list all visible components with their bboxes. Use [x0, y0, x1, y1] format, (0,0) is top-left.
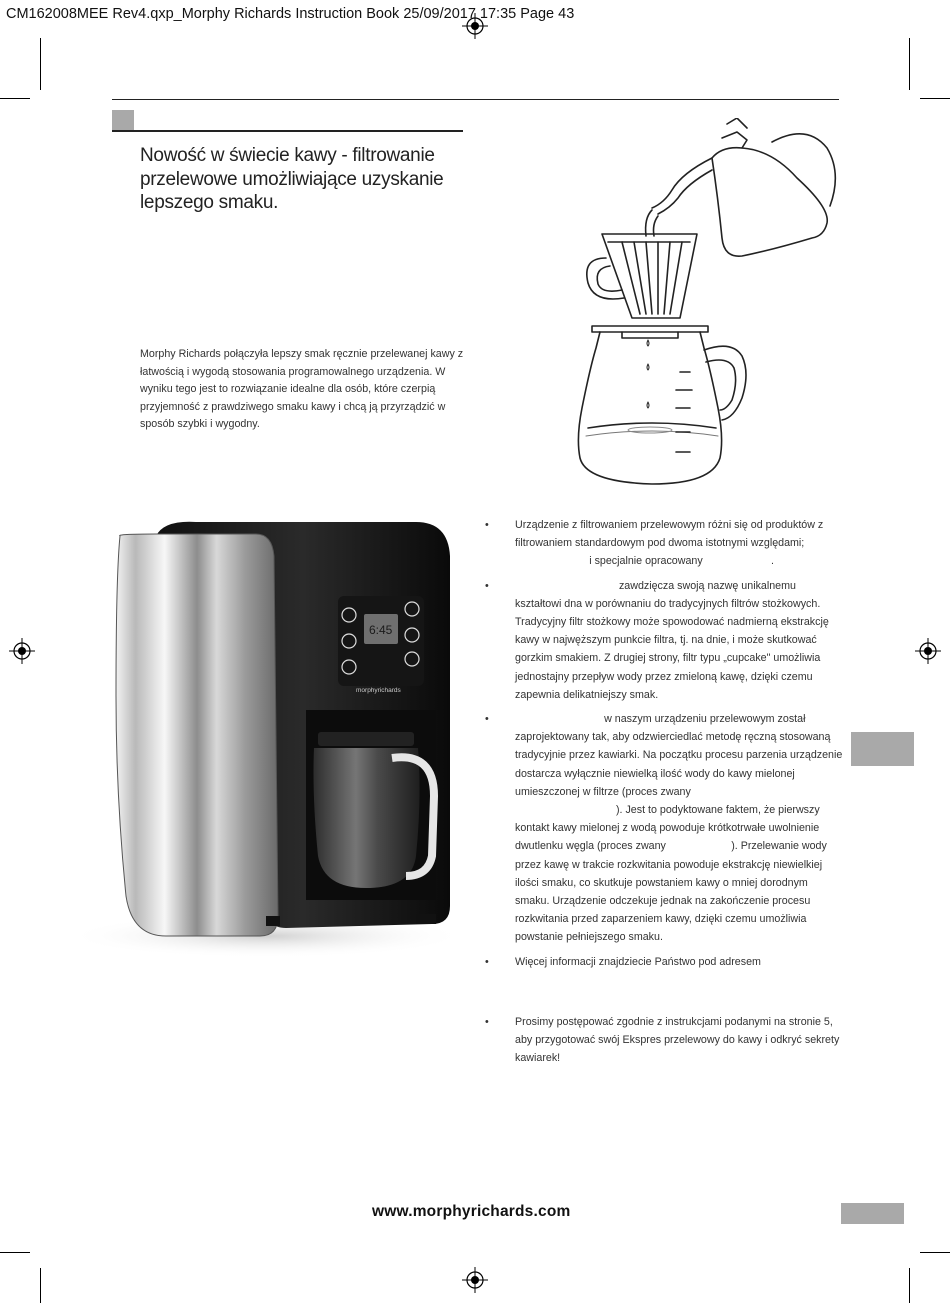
bullet-dot: • [485, 1015, 489, 1028]
bullet-dot: • [485, 955, 489, 968]
bullet-item [485, 710, 845, 947]
bullet-list [485, 516, 845, 1073]
crop-mark-top-right-h [920, 98, 950, 99]
print-header: CM162008MEE Rev4.qxp_Morphy Richards Instruction Book 25/09/2017 17:35 Page 43 [6, 6, 575, 22]
carafe-icon [578, 332, 746, 484]
intro-paragraph: Morphy Richards połączyła lepszy smak ręcznie przelewanej kawy z łatwością i wygodą stosowania programowalnego urządzenia. W wyniku tego jest to rozwiązanie idealne dla osób, które czerpią przyjemność z prawdziwego smaku kawy i chcą ją przyrządzić w sposób szybki i wygodny. [140, 348, 464, 431]
dripper-icon [587, 234, 708, 338]
crop-mark-bottom-right-h [920, 1252, 950, 1253]
title-underline [112, 130, 463, 132]
kettle-icon [652, 118, 835, 256]
bullet-dot: • [485, 713, 489, 726]
bullet-item [485, 577, 845, 704]
bullet-dot: • [485, 519, 489, 531]
bullet-text: Urządzenie z filtrowaniem przelewowym różni się od produktów z filtrowaniem standardowym pod dwoma istotnymi względami; i specjalnie opracowany . [515, 519, 824, 568]
registration-mark-top-icon [462, 13, 488, 39]
page-number-tab [841, 1203, 904, 1224]
crop-mark-bottom-left-h [0, 1252, 30, 1253]
bullet-text: Więcej informacji znajdziecie Państwo pod adresem [515, 955, 761, 968]
bullet-text: zawdzięcza swoją nazwę unikalnemu kształtowi dna w porównaniu do tradycyjnych filtrów stożkowych. Tradycyjny filtr stożkowy może spowodować nadmierną ekstrakcję kawy w najwęższym punkcie filtra, tj. na dnie, i może skutkować gorzkim smakiem. Z drugiej strony, filtr typu „cupcake" umożliwia jednostajny przepływ wody przez zmieloną kawę, dzięki czemu zapewnia delikatniejszy smak. [515, 579, 832, 701]
pour-over-illustration [572, 118, 844, 494]
section-tab [851, 732, 914, 766]
bullet-item [485, 953, 845, 971]
crop-mark-top-left-h [0, 98, 30, 99]
coffee-machine-photo [56, 496, 476, 956]
top-rule [112, 99, 839, 100]
section-marker [112, 110, 134, 131]
crop-mark-top-right [909, 38, 910, 90]
page-title: Nowość w świecie kawy - filtrowanie przelewowe umożliwiające uzyskanie lepszego smaku. [140, 145, 444, 213]
crop-mark-top-left [40, 38, 41, 90]
bullet-item [485, 1013, 845, 1068]
brand-label: morphyrichards [356, 687, 401, 694]
display-time: 6:45 [369, 623, 393, 637]
bullet-dot: • [485, 579, 489, 592]
registration-mark-bottom-icon [462, 1267, 488, 1293]
bullet-text: w naszym urządzeniu przelewowym został zaprojektowany tak, aby odzwierciedlać metodę ręczną stosowaną tradycyjnie przez kawiarki. Na początku procesu parzenia urządzenie dostarcza wyłącznie niewielką ilość wody do kawy mielonej umieszczonej w filtrze (proces zwany ). Jest to podyktowane faktem, że pierwszy kontakt kawy mielonej z wodą powoduje krótkotrwałe uwolnienie dwutlenku węgla (proces zwany ). Przelewanie wody przez kawę w trakcie rozkwitania powoduje ekstrakcję niewielkiej ilości smaku, co skutkuje powstaniem kawy o mniej dorodnym smaku. Urządzenie odczekuje jednak na zakończenie procesu rozkwitania przed zaparzeniem kawy, dzięki czemu umożliwia powstanie pełniejszego smaku. [515, 713, 843, 944]
footer-website[interactable]: www.morphyrichards.com [372, 1203, 571, 1220]
crop-mark-bottom-left [40, 1268, 41, 1303]
registration-mark-right-icon [915, 638, 941, 664]
bullet-text: Prosimy postępować zgodnie z instrukcjami podanymi na stronie 5, aby przygotować swój Ekspres przelewowy do kawy i odkryć sekrety kawiarek! [515, 1015, 843, 1065]
bullet-item [485, 516, 845, 571]
registration-mark-left-icon [9, 638, 35, 664]
crop-mark-bottom-right [909, 1268, 910, 1303]
